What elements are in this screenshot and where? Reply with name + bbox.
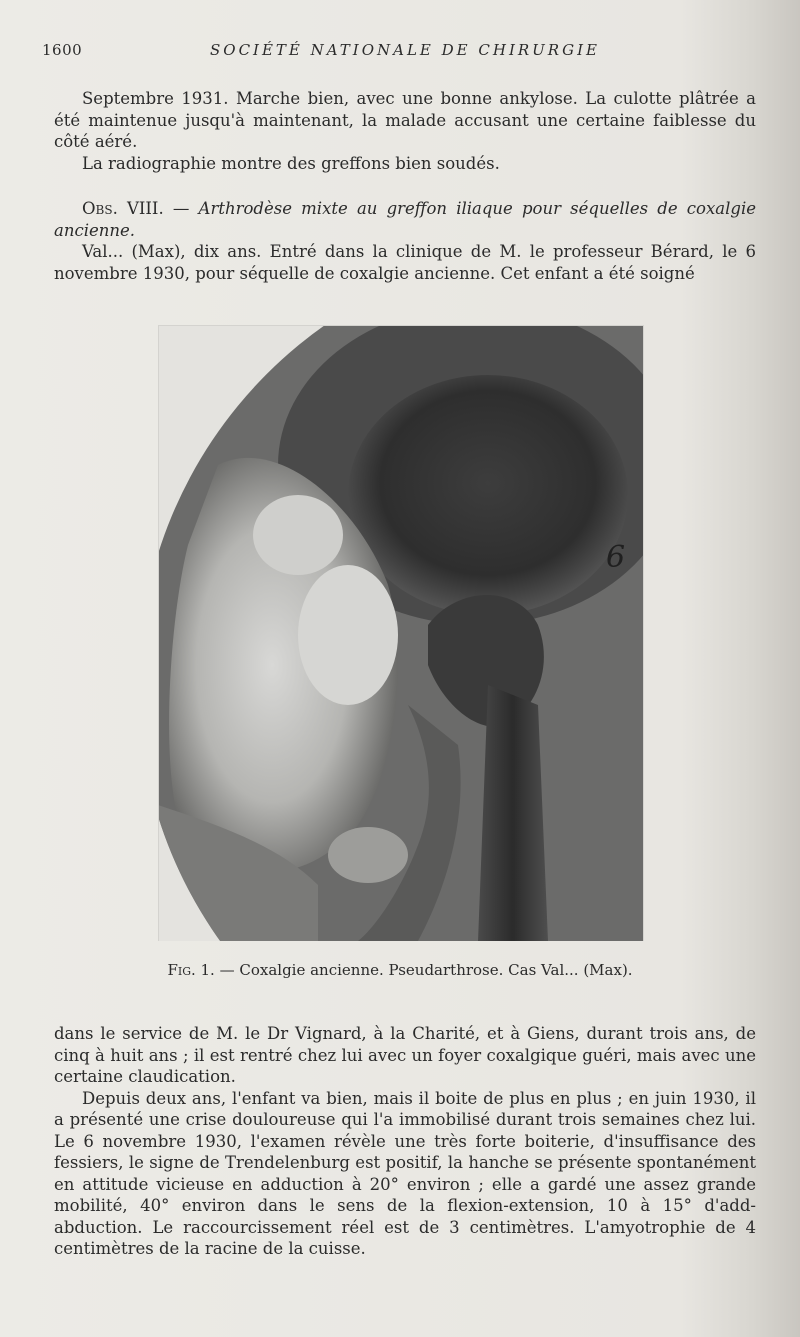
observation-dash: — bbox=[163, 199, 199, 218]
observation-label: Obs. VIII. bbox=[82, 199, 164, 218]
radiograph-figure bbox=[158, 325, 644, 941]
caption-label: Fig. 1. bbox=[167, 961, 215, 979]
figure-caption bbox=[0, 961, 800, 979]
paragraph: La radiographie montre des greffons bien soudés. bbox=[82, 153, 500, 173]
page-number: 1600 bbox=[42, 41, 83, 59]
bottom-text-block bbox=[54, 1023, 756, 1260]
caption-text: — Coxalgie ancienne. Pseudarthrose. Cas Val... (Max). bbox=[214, 961, 633, 979]
paragraph: Septembre 1931. Marche bien, avec une bonne ankylose. La culotte plâtrée a été maintenue jusqu'à maintenant, la malade accusant une certaine faiblesse du côté aéré. bbox=[54, 89, 756, 151]
paragraph: Depuis deux ans, l'enfant va bien, mais il boite de plus en plus ; en juin 1930, il a présenté une crise douloureuse qui l'a immobilisé durant trois semaines chez lui. Le 6 novembre 1930, l'examen révèle une très forte boiterie, d'insuffisance des fessiers, le signe de Trendelenburg est positif, la hanche se présente spontanément en attitude vicieuse en adduction à 20° environ ; elle a gardé une assez grande mobilité, 40° environ dans le sens de la flexion-extension, 10 à 15° d'add-abduction. Le raccourcissement réel est de 3 centimètres. L'amyotrophie de 4 centimètres de la racine de la cuisse. bbox=[54, 1088, 756, 1258]
paragraph: Val... (Max), dix ans. Entré dans la clinique de M. le professeur Bérard, le 6 novembre 1930, pour séquelle de coxalgie ancienne. Cet enfant a été soigné bbox=[54, 242, 756, 283]
radiograph-image bbox=[158, 325, 644, 941]
top-text-block bbox=[54, 88, 756, 174]
header-title: SOCIÉTÉ NATIONALE DE CHIRURGIE bbox=[210, 41, 600, 59]
paragraph: dans le service de M. le Dr Vignard, à la Charité, et à Giens, durant trois ans, de cinq à huit ans ; il est rentré chez lui avec un foyer coxalgique guéri, mais avec une certaine claudication. bbox=[54, 1024, 756, 1086]
figure-annotation: 6 bbox=[606, 540, 626, 575]
observation-heading bbox=[54, 198, 756, 241]
observation-title: Arthrodèse mixte au greffon iliaque pour séquelles de coxalgie ancienne. bbox=[54, 199, 756, 240]
running-head bbox=[42, 41, 762, 63]
observation-block bbox=[54, 192, 756, 284]
